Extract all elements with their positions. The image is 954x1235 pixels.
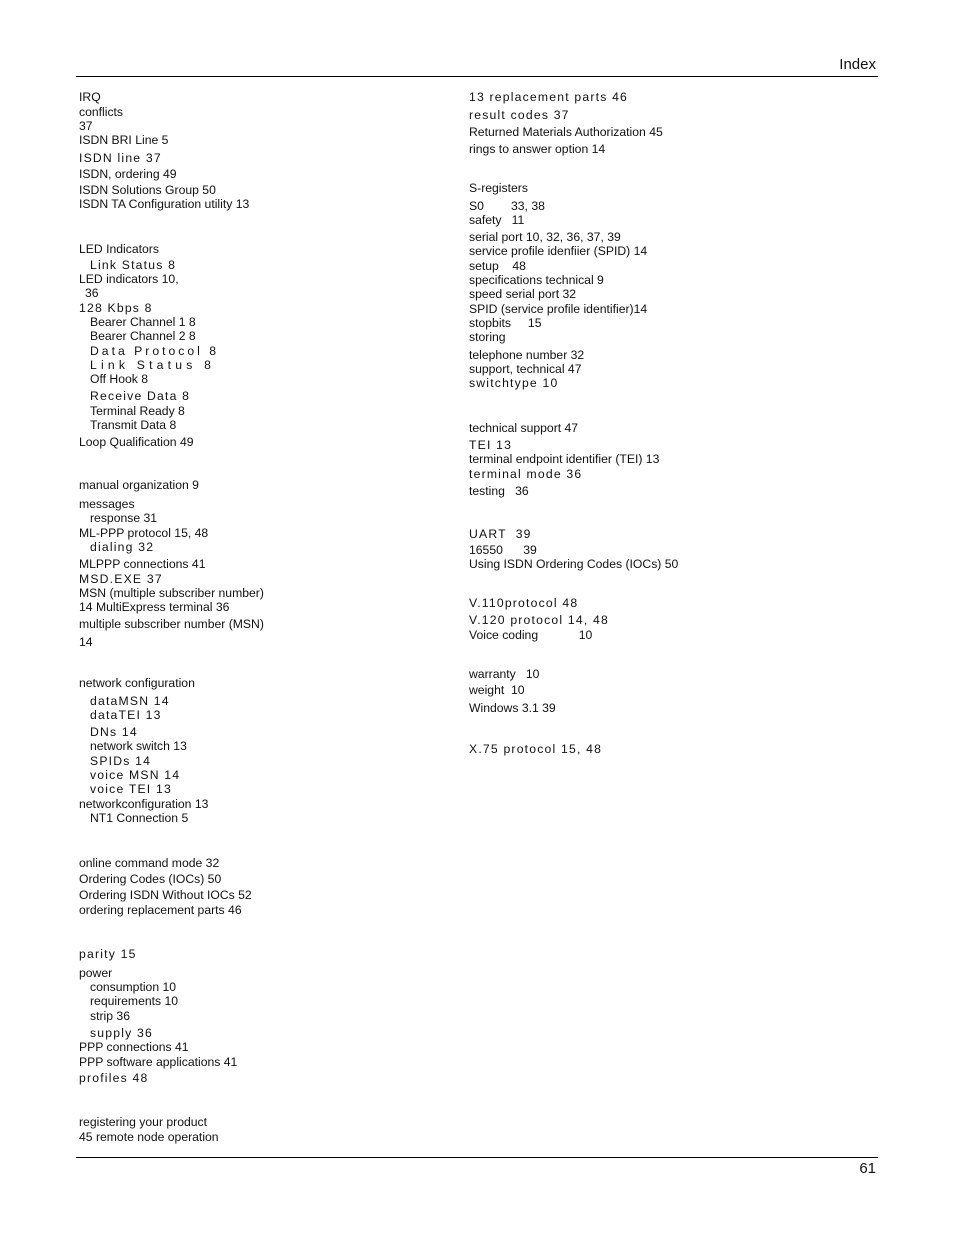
index-entry: ordering replacement parts 46 [79, 903, 242, 917]
index-entry: multiple subscriber number (MSN) [79, 617, 264, 631]
index-entry: 128 Kbps 8 [79, 301, 153, 315]
index-entry: ISDN Solutions Group 50 [79, 183, 216, 197]
index-entry: X.75 protocol 15, 48 [469, 742, 603, 756]
index-entry: storing [469, 330, 506, 344]
index-subentry: consumption 10 [90, 980, 177, 994]
index-subentry: Data Protocol 8 [90, 344, 220, 358]
index-entry: power [79, 966, 113, 980]
header-title: Index [839, 56, 876, 73]
footer-rule [76, 1157, 878, 1158]
index-entry: 14 [79, 635, 93, 649]
index-subentry: strip 36 [90, 1009, 130, 1023]
index-entry: telephone number 32 [469, 348, 585, 362]
index-entry: V.110protocol 48 [469, 596, 579, 610]
index-subentry: network switch 13 [90, 739, 187, 753]
index-subentry: Bearer Channel 2 8 [90, 329, 196, 343]
index-entry: speed serial port 32 [469, 287, 577, 301]
index-entry: switchtype 10 [469, 376, 559, 390]
index-entry: ISDN line 37 [79, 151, 162, 165]
index-entry: networkconfiguration 13 [79, 797, 209, 811]
index-entry: LED indicators 10, [79, 272, 179, 286]
index-entry: terminal mode 36 [469, 467, 583, 481]
index-entry: 45 remote node operation [79, 1130, 219, 1144]
index-entry: specifications technical 9 [469, 273, 604, 287]
index-entry: parity 15 [79, 947, 137, 961]
index-entry: Ordering Codes (IOCs) 50 [79, 872, 222, 886]
index-entry: 14 MultiExpress terminal 36 [79, 600, 230, 614]
index-entry: Ordering ISDN Without IOCs 52 [79, 888, 252, 902]
index-entry: service profile idenfiier (SPID) 14 [469, 244, 648, 258]
index-entry: support, technical 47 [469, 362, 582, 376]
index-entry: MSD.EXE 37 [79, 572, 163, 586]
index-entry: safety 11 [469, 213, 525, 227]
index-entry: result codes 37 [469, 108, 570, 122]
index-subentry: Link Status 8 [90, 258, 177, 272]
index-entry: S0 33, 38 [469, 199, 545, 213]
index-subentry: voice TEI 13 [90, 782, 172, 796]
index-entry: S-registers [469, 181, 528, 195]
index-entry: warranty 10 [469, 667, 540, 681]
index-entry: ML-PPP protocol 15, 48 [79, 526, 209, 540]
index-entry: manual organization 9 [79, 478, 199, 492]
index-entry: V.120 protocol 14, 48 [469, 613, 609, 627]
index-subentry: Terminal Ready 8 [90, 404, 185, 418]
index-entry: LED Indicators [79, 242, 159, 256]
page-number: 61 [859, 1160, 876, 1177]
index-entry: Returned Materials Authorization 45 [469, 125, 663, 139]
index-entry: setup 48 [469, 259, 526, 273]
index-entry: SPID (service profile identifier)14 [469, 302, 648, 316]
index-subentry: voice MSN 14 [90, 768, 181, 782]
index-entry: IRQ [79, 90, 101, 104]
index-subentry: NT1 Connection 5 [90, 811, 189, 825]
index-subentry: response 31 [90, 511, 158, 525]
index-entry: profiles 48 [79, 1071, 149, 1085]
index-entry: testing 36 [469, 484, 529, 498]
index-subentry: Link Status 8 [90, 358, 216, 372]
index-subentry: Receive Data 8 [90, 389, 191, 403]
index-subentry: Bearer Channel 1 8 [90, 315, 196, 329]
index-entry: PPP connections 41 [79, 1040, 189, 1054]
index-entry: Windows 3.1 39 [469, 701, 556, 715]
index-entry: 37 [79, 119, 93, 133]
index-subentry: supply 36 [90, 1026, 153, 1040]
index-subentry: requirements 10 [90, 994, 179, 1008]
header-rule [76, 76, 878, 77]
index-entry: conflicts [79, 105, 124, 119]
index-subentry: SPIDs 14 [90, 754, 152, 768]
index-entry: TEI 13 [469, 438, 513, 452]
index-entry: ISDN TA Configuration utility 13 [79, 197, 250, 211]
index-entry: registering your product [79, 1115, 208, 1129]
index-entry: stopbits 15 [469, 316, 542, 330]
index-entry: ISDN BRI Line 5 [79, 133, 169, 147]
index-entry: 16550 39 [469, 543, 537, 557]
index-entry: technical support 47 [469, 421, 579, 435]
index-subentry: dataMSN 14 [90, 694, 170, 708]
index-subentry: dialing 32 [90, 540, 155, 554]
index-subentry: Transmit Data 8 [90, 418, 177, 432]
index-entry: ISDN, ordering 49 [79, 167, 177, 181]
index-entry: 13 replacement parts 46 [469, 90, 629, 104]
index-entry: terminal endpoint identifier (TEI) 13 [469, 452, 660, 466]
index-entry: weight 10 [469, 683, 525, 697]
index-entry: PPP software applications 41 [79, 1055, 238, 1069]
index-entry: network configuration [79, 676, 195, 690]
index-entry: online command mode 32 [79, 856, 220, 870]
index-entry: Voice coding 10 [469, 628, 593, 642]
index-entry: MLPPP connections 41 [79, 557, 206, 571]
index-entry: UART 39 [469, 527, 532, 541]
index-entry: serial port 10, 32, 36, 37, 39 [469, 230, 621, 244]
index-subentry: Off Hook 8 [90, 372, 149, 386]
index-subentry: DNs 14 [90, 725, 138, 739]
index-entry: 36 [85, 286, 99, 300]
index-entry: rings to answer option 14 [469, 142, 606, 156]
index-entry: messages [79, 497, 135, 511]
index-entry: Using ISDN Ordering Codes (IOCs) 50 [469, 557, 679, 571]
index-entry: MSN (multiple subscriber number) [79, 586, 264, 600]
index-entry: Loop Qualification 49 [79, 435, 194, 449]
index-subentry: dataTEI 13 [90, 708, 162, 722]
